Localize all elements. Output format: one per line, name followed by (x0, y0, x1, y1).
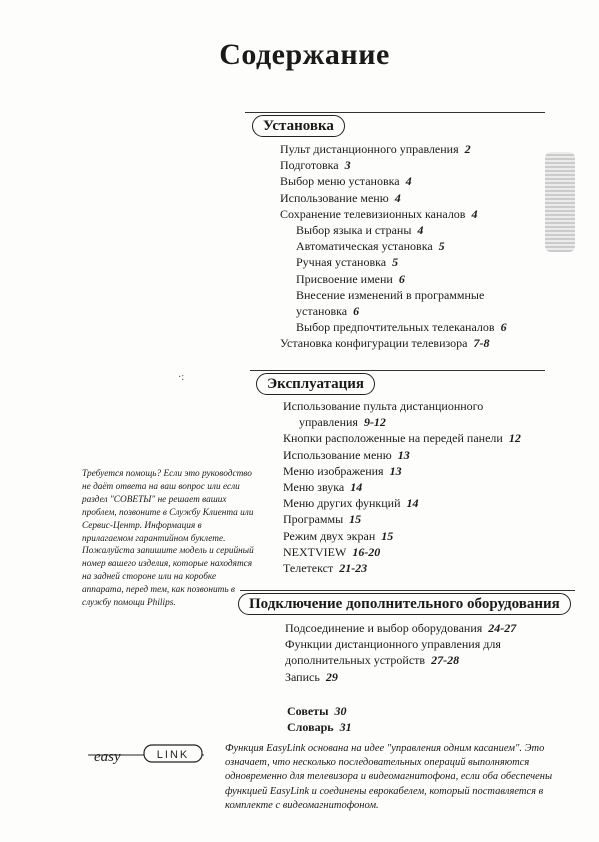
toc-entry-title: Подсоединение и выбор оборудования (285, 621, 483, 635)
section-heading-operation: Эксплуатация (256, 373, 375, 395)
toc-entry (285, 652, 516, 668)
toc-entry-title: Кнопки расположенные на передей панели (283, 431, 503, 446)
easylink-logo-easy: easy (94, 749, 121, 765)
toc-entry-page: 4 (394, 190, 401, 205)
toc-entry-title: Автоматическая установка (296, 239, 433, 254)
toc-entry (283, 398, 521, 414)
toc-entry-page: 12 (508, 431, 521, 446)
toc-entry-page: 14 (350, 480, 363, 495)
toc-entry-page: 9-12 (363, 415, 386, 430)
toc-entry-title: Меню других функций (283, 496, 401, 511)
toc-entry-page: 13 (397, 447, 410, 462)
toc-entry (280, 254, 507, 270)
toc-entry-page: 21-23 (339, 561, 368, 576)
toc-entry (280, 303, 507, 319)
toc-entry (280, 222, 507, 238)
page-title: Содержание (219, 38, 390, 71)
toc-entry-page: 4 (417, 223, 424, 238)
toc-entry-title: Меню изображения (283, 463, 384, 478)
toc-entry (287, 719, 352, 735)
toc-entry (283, 495, 521, 511)
toc-entry (280, 287, 507, 303)
toc-entry-page: 15 (349, 512, 362, 527)
toc-entry-title: Выбор меню установка (280, 174, 400, 189)
section-rule-install (245, 112, 545, 113)
toc-entry-title: Меню звука (283, 480, 345, 495)
toc-entry-page: 6 (398, 271, 405, 286)
toc-entry (283, 528, 521, 544)
section-rule-connect (240, 590, 575, 591)
toc-entry-title: Использование меню (283, 447, 392, 462)
toc-entry-title: Словарь (287, 720, 334, 735)
toc-entry (285, 620, 516, 636)
section-rule-operation (250, 370, 545, 371)
toc-entry (283, 511, 521, 527)
toc-entry-page: 6 (353, 304, 360, 319)
toc-entry-title: Использование пульта дистанционного (283, 399, 484, 413)
toc-entry-title: Использование меню (280, 190, 389, 205)
toc-entry-page: 15 (381, 528, 394, 543)
toc-entry-page: 5 (438, 239, 445, 254)
toc-entry-title: управления (299, 415, 358, 430)
section-heading-install: Установка (252, 115, 345, 137)
toc-entry-title: Советы (287, 704, 329, 718)
toc-entry-page: 14 (406, 496, 419, 511)
toc-entry-title: дополнительных устройств (285, 653, 426, 668)
scan-mark: ·: (178, 372, 185, 383)
toc-entry (287, 703, 352, 719)
toc-entry (280, 190, 507, 206)
toc-connect (285, 620, 516, 685)
toc-entry-page: 29 (325, 669, 338, 684)
toc-entry (283, 560, 521, 576)
section-heading-connect: Подключение дополнительного оборудования (238, 593, 571, 615)
toc-entry (280, 157, 507, 173)
toc-entry (283, 463, 521, 479)
toc-extra (287, 703, 352, 735)
toc-entry (283, 430, 521, 446)
toc-entry-title: Функции дистанционного управления для (285, 637, 501, 652)
toc-entry (280, 238, 507, 254)
toc-entry-title: Сохранение телевизионных каналов (280, 206, 466, 221)
toc-entry-title: Телетекст (283, 561, 334, 576)
toc-entry (280, 319, 507, 335)
toc-entry-page: 4 (405, 174, 412, 189)
toc-entry-page: 24-27 (488, 621, 517, 635)
toc-entry-title: Режим двух экран (283, 528, 376, 543)
toc-entry-page: 13 (389, 463, 402, 478)
toc-entry-page: 2 (464, 142, 471, 156)
easylink-logo (86, 738, 206, 768)
toc-install (280, 141, 507, 352)
toc-entry (280, 173, 507, 189)
toc-entry (283, 479, 521, 495)
toc-entry-title: Запись (285, 669, 320, 684)
toc-entry (280, 206, 507, 222)
toc-entry-title: Выбор языка и страны (296, 223, 412, 238)
easylink-note: Функция EasyLink основана на идее "управления одним касанием". Это означает, что несколько последовательных операций выполняются одновременно для телевизора и видеомагнитофона, если оба обеспечены функцией EasyLink и соединены еврокабелем, который поставляется в комплекте с видеомагнитофоном. (225, 743, 553, 811)
toc-operation (283, 398, 521, 576)
toc-entry-page: 31 (339, 720, 352, 735)
toc-entry-page: 5 (392, 255, 399, 270)
toc-entry-page: 7-8 (473, 336, 490, 351)
toc-entry (280, 335, 507, 351)
toc-entry (285, 669, 516, 685)
toc-entry-title: Подготовка (280, 158, 339, 173)
help-note: Требуется помощь? Если это руководство не даёт ответа на ваш вопрос или если раздел "СОВЕТЫ" не решает ваших проблем, позвоните в Службу Клиента или Сервис-Центр. Информация в прилагаемом гарантийном буклете. Пожалуйста запишите модель и серийный номер вашего изделия, которые находятся на задней стороне или на коробке аппарата, перед тем, как позвонить в службу помощи Philips. (82, 469, 254, 609)
toc-entry-page: 6 (500, 320, 507, 335)
toc-entry-title: Установка конфигурации телевизора (280, 336, 468, 351)
toc-entry-title: Ручная установка (296, 255, 387, 270)
toc-entry-title: Внесение изменений в программные (296, 287, 485, 302)
toc-entry-page: 4 (471, 206, 478, 221)
toc-entry-page: 16-20 (352, 544, 381, 559)
toc-entry-title: Присвоение имени (296, 271, 393, 286)
scan-smudge (545, 152, 575, 252)
toc-entry-title: Выбор предпочтительных телеканалов (296, 320, 495, 335)
toc-entry-title: Программы (283, 512, 344, 527)
toc-entry-title: Пульт дистанционного управления (280, 142, 459, 156)
toc-entry (283, 447, 521, 463)
toc-entry (280, 271, 507, 287)
toc-entry (283, 544, 521, 560)
toc-entry-page: 3 (344, 158, 351, 173)
toc-entry-title: установка (296, 304, 348, 319)
toc-entry-page: 30 (334, 704, 347, 718)
toc-entry-page: 27-28 (431, 653, 460, 668)
toc-entry (280, 141, 507, 157)
toc-entry (283, 414, 521, 430)
easylink-logo-link: LINK (156, 749, 190, 761)
toc-entry-title: NEXTVIEW (283, 544, 347, 559)
toc-entry (285, 636, 516, 652)
